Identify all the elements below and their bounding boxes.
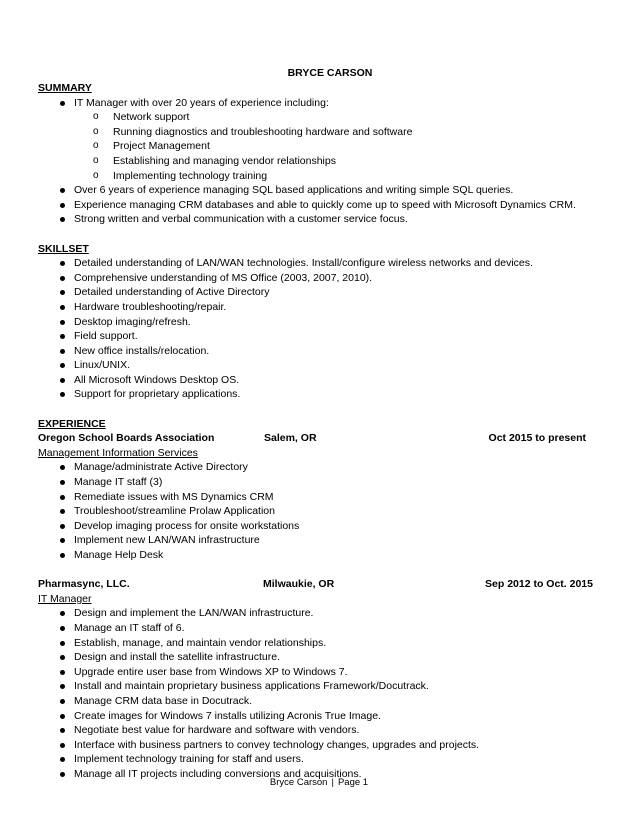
bullet-icon <box>60 378 65 383</box>
list-item <box>38 256 598 271</box>
list-item-text: Manage/administrate Active Directory <box>74 461 248 474</box>
resume-name: BRYCE CARSON <box>287 67 373 79</box>
list-item-text: Manage IT staff (3) <box>74 476 163 489</box>
sub-list-item <box>38 139 598 154</box>
bullet-icon <box>60 757 65 762</box>
bullet-icon <box>60 641 65 646</box>
sub-list-item <box>38 125 598 140</box>
summary-list <box>38 96 598 227</box>
bullet-icon <box>60 509 65 514</box>
list-item <box>38 271 598 286</box>
list-item <box>38 519 598 534</box>
list-item-text: Linux/UNIX. <box>74 359 131 372</box>
list-item-text: Implementing technology training <box>113 169 268 182</box>
bullet-icon <box>60 553 65 558</box>
bullet-icon <box>60 655 65 660</box>
list-item-text: Manage an IT staff of 6. <box>74 621 185 634</box>
bullet-icon <box>60 670 65 675</box>
list-item <box>38 621 598 636</box>
page-footer <box>0 777 638 789</box>
list-item-text: Establishing and managing vendor relationships <box>113 154 336 167</box>
bullet-icon <box>60 188 65 193</box>
experience-heading: EXPERIENCE <box>38 417 106 430</box>
list-item-text: Upgrade entire user base from Windows XP to Windows 7. <box>74 665 348 678</box>
list-item-text: Project Management <box>113 140 210 153</box>
list-item-text: Install and maintain proprietary business applications Framework/Docutrack. <box>74 680 429 693</box>
hollow-bullet-icon: o <box>93 111 99 123</box>
list-item-text: Hardware troubleshooting/repair. <box>74 300 227 313</box>
bullet-icon <box>60 699 65 704</box>
list-item-text: Over 6 years of experience managing SQL based applications and writing simple SQL queries. <box>74 184 514 197</box>
list-item <box>38 183 598 198</box>
list-item-text: Comprehensive understanding of MS Office (2003, 2007, 2010). <box>74 271 373 284</box>
bullet-icon <box>60 101 65 106</box>
list-item-text: Remediate issues with MS Dynamics CRM <box>74 490 274 503</box>
job-duties-list <box>38 460 598 562</box>
list-item-text: Desktop imaging/refresh. <box>74 315 191 328</box>
list-item-text: IT Manager with over 20 years of experience including: <box>74 96 329 109</box>
list-item-text: Network support <box>113 111 190 124</box>
list-item-text: Manage CRM data base in Docutrack. <box>74 694 253 707</box>
list-item-text: Detailed understanding of LAN/WAN technologies. Install/configure wireless networks and devices. <box>74 257 533 270</box>
list-item <box>38 344 598 359</box>
list-item <box>38 490 598 505</box>
bullet-icon <box>60 626 65 631</box>
bullet-icon <box>60 334 65 339</box>
list-item-text: Develop imaging process for onsite workstations <box>74 519 300 532</box>
list-item-text: Strong written and verbal communication with a customer service focus. <box>74 213 408 226</box>
list-item <box>38 694 598 709</box>
job-dates: Oct 2015 to present <box>488 432 586 445</box>
list-item <box>38 300 598 315</box>
footer-page-number: Page 1 <box>337 777 369 788</box>
list-item-text: Manage all IT projects including conversions and acquisitions. <box>74 767 362 780</box>
bullet-icon <box>60 203 65 208</box>
bullet-icon <box>60 305 65 310</box>
job-company: Oregon School Boards Association <box>38 432 215 445</box>
list-item <box>38 709 598 724</box>
list-item <box>38 636 598 651</box>
list-item-text: Experience managing CRM databases and able to quickly come up to speed with Microsoft Dynamics CRM. <box>74 198 576 211</box>
sub-list-item <box>38 154 598 169</box>
list-item <box>38 679 598 694</box>
list-item-text: Manage Help Desk <box>74 549 164 561</box>
hollow-bullet-icon: o <box>93 154 99 166</box>
list-item <box>38 96 598 111</box>
job-location: Milwaukie, OR <box>263 578 335 591</box>
list-item <box>38 475 598 490</box>
skillset-list <box>38 256 598 402</box>
list-item <box>38 752 598 767</box>
list-item <box>38 650 598 665</box>
bullet-icon <box>60 714 65 719</box>
list-item <box>38 738 598 753</box>
list-item-text: Troubleshoot/streamline Prolaw Application <box>74 505 275 518</box>
bullet-icon <box>60 480 65 485</box>
job-header <box>38 431 598 446</box>
resume-page <box>38 66 598 782</box>
job-company: Pharmasync, LLC. <box>38 578 130 591</box>
list-item <box>38 212 598 227</box>
bullet-icon <box>60 276 65 281</box>
list-item <box>38 460 598 475</box>
hollow-bullet-icon: o <box>93 140 99 152</box>
list-item-text: Create images for Windows 7 installs utilizing Acronis True Image. <box>74 709 381 722</box>
job-duties-list <box>38 606 598 781</box>
list-item-text: Support for proprietary applications. <box>74 388 241 401</box>
hollow-bullet-icon: o <box>93 125 99 137</box>
job-location: Salem, OR <box>264 432 317 445</box>
list-item-text: Negotiate best value for hardware and software with vendors. <box>74 724 360 737</box>
bullet-icon <box>60 465 65 470</box>
bullet-icon <box>60 290 65 295</box>
list-item-text: All Microsoft Windows Desktop OS. <box>74 373 240 386</box>
list-item <box>38 548 598 563</box>
skillset-heading: SKILLSET <box>38 242 89 255</box>
list-item <box>38 533 598 548</box>
bullet-icon <box>60 743 65 748</box>
footer-name: Bryce Carson <box>269 777 328 788</box>
list-item-text: Interface with business partners to convey technology changes, upgrades and projects. <box>74 738 480 751</box>
bullet-icon <box>60 261 65 266</box>
sub-list-item <box>38 169 598 184</box>
bullet-icon <box>60 611 65 616</box>
list-item-text: Establish, manage, and maintain vendor relationships. <box>74 636 327 649</box>
job-department: Management Information Services <box>38 446 198 459</box>
bullet-icon <box>60 392 65 397</box>
bullet-icon <box>60 538 65 543</box>
list-item <box>38 387 598 402</box>
list-item-text: New office installs/relocation. <box>74 344 210 357</box>
bullet-icon <box>60 524 65 529</box>
job-header <box>38 577 598 592</box>
hollow-bullet-icon: o <box>93 169 99 181</box>
bullet-icon <box>60 217 65 222</box>
bullet-icon <box>60 728 65 733</box>
list-item <box>38 315 598 330</box>
bullet-icon <box>60 363 65 368</box>
list-item-text: Field support. <box>74 330 138 343</box>
list-item <box>38 665 598 680</box>
bullet-icon <box>60 495 65 500</box>
job-dates: Sep 2012 to Oct. 2015 <box>485 578 593 591</box>
list-item <box>38 198 598 213</box>
list-item <box>38 329 598 344</box>
list-item-text: Implement technology training for staff and users. <box>74 753 304 766</box>
list-item-text: Detailed understanding of Active Directory <box>74 286 270 299</box>
list-item-text: Design and implement the LAN/WAN infrastructure. <box>74 607 314 620</box>
list-item <box>38 358 598 373</box>
list-item-text: Running diagnostics and troubleshooting hardware and software <box>113 125 413 138</box>
list-item <box>38 373 598 388</box>
bullet-icon <box>60 349 65 354</box>
job-department: IT Manager <box>38 592 92 605</box>
summary-heading: SUMMARY <box>38 82 92 94</box>
list-item-text: Design and install the satellite infrastructure. <box>74 651 281 664</box>
list-item <box>38 723 598 738</box>
list-item <box>38 606 598 621</box>
bullet-icon <box>60 684 65 689</box>
footer-separator: | <box>331 777 334 788</box>
bullet-icon <box>60 320 65 325</box>
list-item <box>38 285 598 300</box>
list-item-text: Implement new LAN/WAN infrastructure <box>74 534 260 547</box>
sub-list-item <box>38 110 598 125</box>
list-item <box>38 504 598 519</box>
